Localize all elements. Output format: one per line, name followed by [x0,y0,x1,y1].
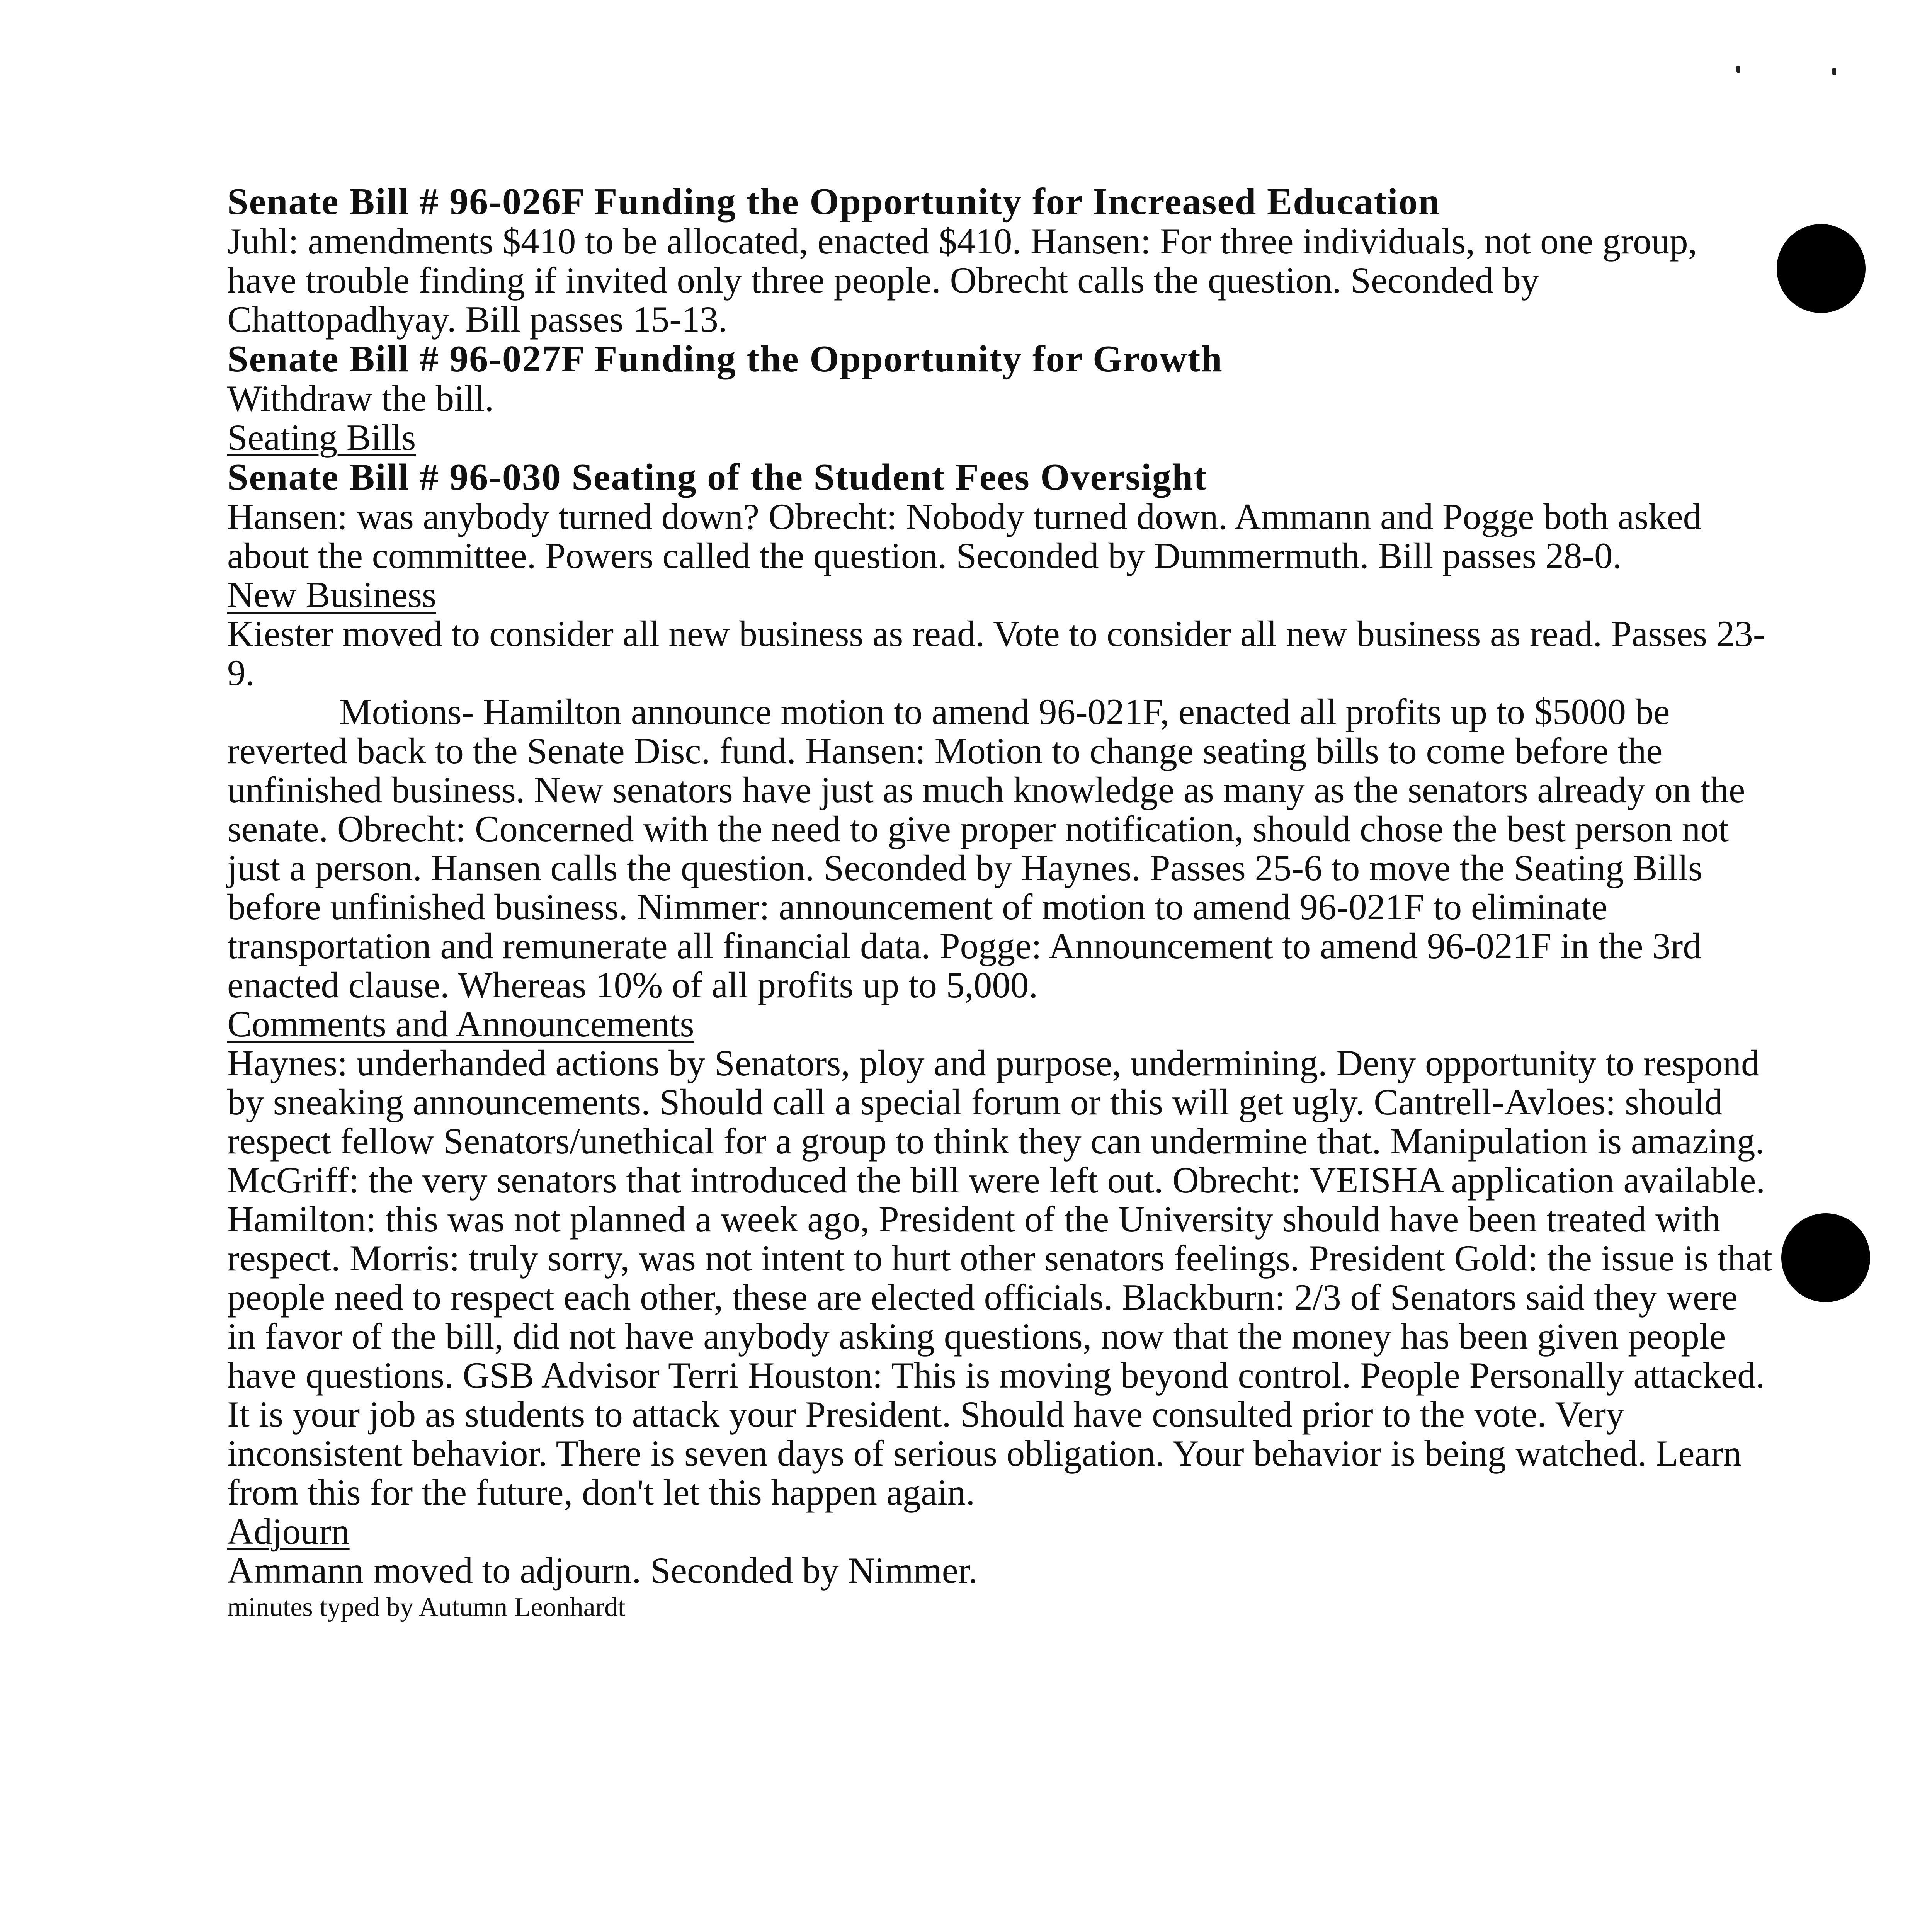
section-seating-bills: Seating Bills [227,417,416,458]
scan-speck [1736,66,1740,73]
binder-hole-middle [1781,1213,1870,1302]
typist-credit: minutes typed by Autumn Leonhardt [227,1592,626,1622]
bill-96-027f-discussion: Withdraw the bill. [227,378,494,419]
section-comments-announcements: Comments and Announcements [227,1003,694,1044]
minutes-body [227,182,1773,1625]
scan-speck [1832,68,1836,75]
comments-paragraph: Haynes: underhanded actions by Senators, ploy and purpose, undermining. Deny opportunity to respond by sneaking announcements. Should call a special forum or this will get ugly. Cantrell-Avloes: should respect fellow Senators/unethical for a group to think they can undermine that. Manipulation is amazing. McGriff: the very senators that introduced the bill were left out. Obrecht: VEISHA application available. Hamilton: this was not planned a week ago, President of the University should have been treated with respect. Morris: truly sorry, was not intent to hurt other senators feelings. President Gold: the issue is that people need to respect each other, these are elected officials. Blackburn: 2/3 of Senators said they were in favor of the bill, did not have anybody asking questions, now that the money has been given people have questions. GSB Advisor Terri Houston: This is moving beyond control. People Personally attacked. It is your job as students to attack your President. Should have consulted prior to the vote. Very inconsistent behavior. There is seven days of serious obligation. Your behavior is being watched. Learn from this for the future, don't let this happen again. [227,1043,1772,1513]
bill-heading-96-027f: Senate Bill # 96-027F Funding the Opportunity for Growth [227,338,1223,380]
adjourn-motion: Ammann moved to adjourn. Seconded by Nimmer. [227,1550,978,1591]
new-business-vote: Kiester moved to consider all new business as read. Vote to consider all new business as read. Passes 23-9. [227,613,1765,693]
bill-heading-96-030: Senate Bill # 96-030 Seating of the Student Fees Oversight [227,456,1207,498]
bill-heading-96-026f: Senate Bill # 96-026F Funding the Opportunity for Increased Education [227,181,1440,223]
section-adjourn: Adjourn [227,1511,350,1552]
section-new-business: New Business [227,574,436,615]
bill-96-026f-discussion: Juhl: amendments $410 to be allocated, enacted $410. Hansen: For three individuals, not one group, have trouble finding if invited only three people. Obrecht calls the question. Seconded by Chattopadhyay. Bill passes 15-13. [227,221,1697,340]
bill-96-030-discussion: Hansen: was anybody turned down? Obrecht: Nobody turned down. Ammann and Pogge both asked about the committee. Powers called the question. Seconded by Dummermuth. Bill passes 28-0. [227,496,1702,576]
binder-hole-top [1777,224,1866,313]
motions-paragraph: Motions- Hamilton announce motion to amend 96-021F, enacted all profits up to $5000 be reverted back to the Senate Disc. fund. Hansen: Motion to change seating bills to come before the unfinished business. New senators have just as much knowledge as many as the senators already on the senate. Obrecht: Concerned with the need to give proper notification, should chose the best person not just a person. Hansen calls the question. Seconded by Haynes. Passes 25-6 to move the Seating Bills before unfinished business. Nimmer: announcement of motion to amend 96-021F to eliminate transportation and remunerate all financial data. Pogge: Announcement to amend 96-021F in the 3rd enacted clause. Whereas 10% of all profits up to 5,000. [227,691,1745,1005]
